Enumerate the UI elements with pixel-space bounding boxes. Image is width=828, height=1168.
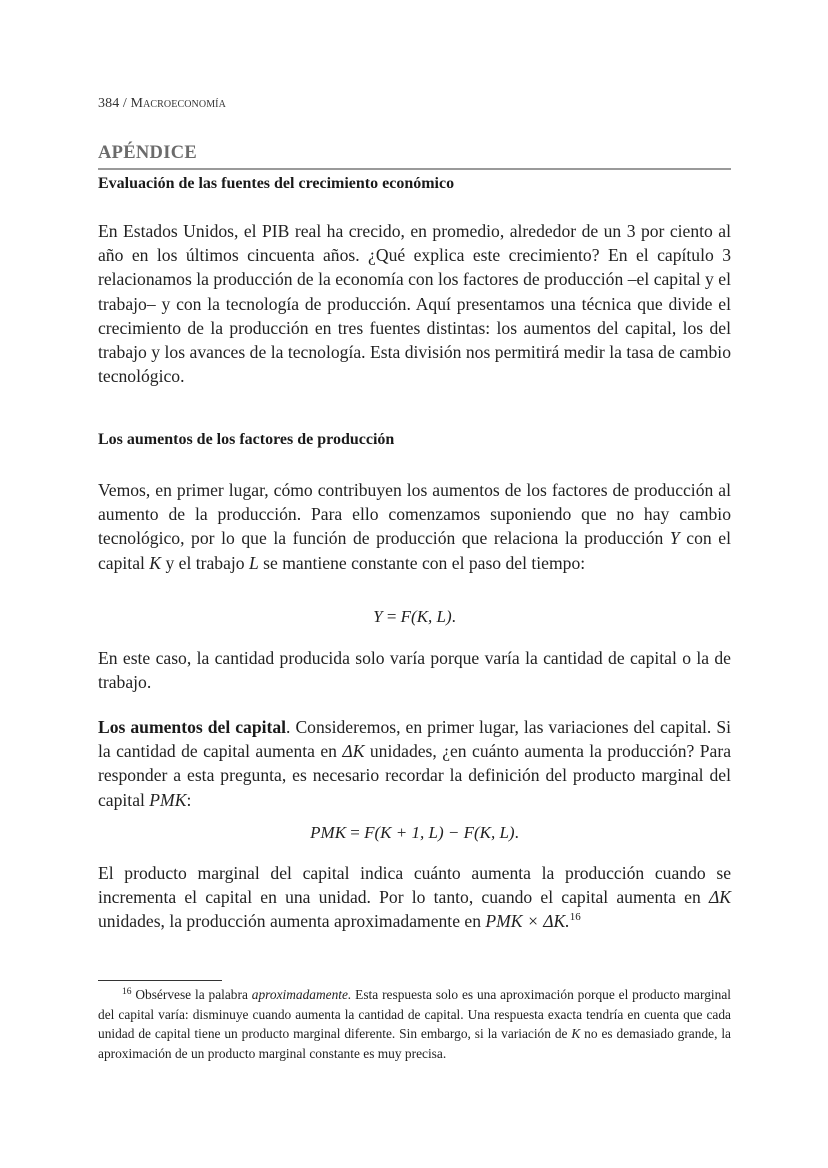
emphasized-word: aproximadamente. xyxy=(251,987,352,1002)
text-run: Vemos, en primer lugar, cómo contribuyen los aumentos de los factores de producción al aumento de la producción. Para ello comenzamos suponiendo que no hay cambio tecnológico, por lo que la función de producción que relaciona la producción xyxy=(98,480,731,549)
appendix-title: Evaluación de las fuentes del crecimiento económico xyxy=(98,175,455,192)
math-variable: ΔK xyxy=(342,741,365,762)
footnote-number: 16 xyxy=(122,987,132,997)
intro-paragraph: En Estados Unidos, el PIB real ha crecido, en promedio, alrededor de un 3 por ciento al año en los últimos cincuenta años. ¿Qué explica este crecimiento? En el capítulo 3 relacionamos la producción de la economía con los factores de producción –el capital y el trabajo– y con la tecnología de producción. Aquí presentamos una técnica que divide el crecimiento de la producción en tres fuentes distintas: los aumentos del capital, los del trabajo y los avances de la tecnología. Esta división nos permitirá medir la tasa de cambio tecnológico. xyxy=(98,221,731,387)
footnote-reference[interactable]: 16 xyxy=(569,911,581,924)
footnote-16 xyxy=(98,985,731,1063)
paragraph-factors xyxy=(98,478,731,575)
equation-equals: = xyxy=(346,823,365,842)
text-run: . Consideremos, en primer lugar, las variaciones del capital. Si la cantidad de capital aumenta en xyxy=(98,717,732,762)
text-run: Esta respuesta solo es una aproximación porque el producto marginal del capital varía: disminuye cuando aumenta la cantidad de capital. Una respuesta exacta tendría en cuenta que cada unidad de capital tiene un producto marginal diferente. Sin embargo, si la variación de xyxy=(98,987,731,1042)
equation-rhs: F(K + 1, L) − F(K, L) xyxy=(364,823,515,842)
paragraph-case: En este caso, la cantidad producida solo varía porque varía la cantidad de capital o la de trabajo. xyxy=(98,648,731,693)
math-variable: L xyxy=(248,552,259,573)
page-number: 384 xyxy=(98,96,120,111)
math-variable: Y xyxy=(669,528,680,549)
text-run: con el capital xyxy=(98,528,731,573)
equation-end: . xyxy=(514,823,519,842)
text-run: y el trabajo xyxy=(161,552,249,573)
equation-lhs: PMK xyxy=(310,823,347,842)
run-in-heading: Los aumentos del capital xyxy=(98,717,287,737)
text-run: se mantiene constante con el paso del tiempo: xyxy=(258,552,586,573)
text-run: : xyxy=(186,789,192,810)
header-separator: / xyxy=(119,96,131,111)
text-run: no es demasiado grande, la aproximación de un producto marginal constante es muy precisa. xyxy=(98,1026,731,1061)
math-expression: PMK × ΔK. xyxy=(485,911,570,932)
paragraph-marginal-product xyxy=(98,861,731,934)
math-variable: K xyxy=(571,1026,581,1042)
math-variable: K xyxy=(149,552,162,573)
section-heading: Los aumentos de los factores de producción xyxy=(98,431,395,448)
math-variable: ΔK xyxy=(708,887,731,908)
equation-production-function xyxy=(98,607,731,627)
footnote-divider xyxy=(98,980,222,981)
text-run: El producto marginal del capital indica cuánto aumenta la producción cuando se incrementa el capital en una unidad. Por lo tanto, cuando el capital aumenta en xyxy=(98,863,731,908)
equation-end: . xyxy=(451,607,456,626)
equation-equals: = xyxy=(382,607,401,626)
equation-pmk xyxy=(98,823,731,843)
text-run: Obsérvese la palabra xyxy=(131,987,252,1002)
text-run: unidades, la producción aumenta aproximadamente en xyxy=(98,911,486,932)
appendix-label: APÉNDICE xyxy=(98,143,198,163)
book-title: Macroeconomía xyxy=(130,96,226,111)
running-header xyxy=(98,96,226,112)
appendix-divider xyxy=(98,168,731,170)
equation-rhs: F(K, L) xyxy=(400,607,452,626)
text-run: unidades, ¿en cuánto aumenta la producción? Para responder a esta pregunta, es necesario recordar la definición del producto marginal del capital xyxy=(98,741,732,810)
paragraph-capital xyxy=(98,715,731,812)
equation-lhs: Y xyxy=(373,607,383,626)
math-variable: PMK xyxy=(149,789,187,810)
